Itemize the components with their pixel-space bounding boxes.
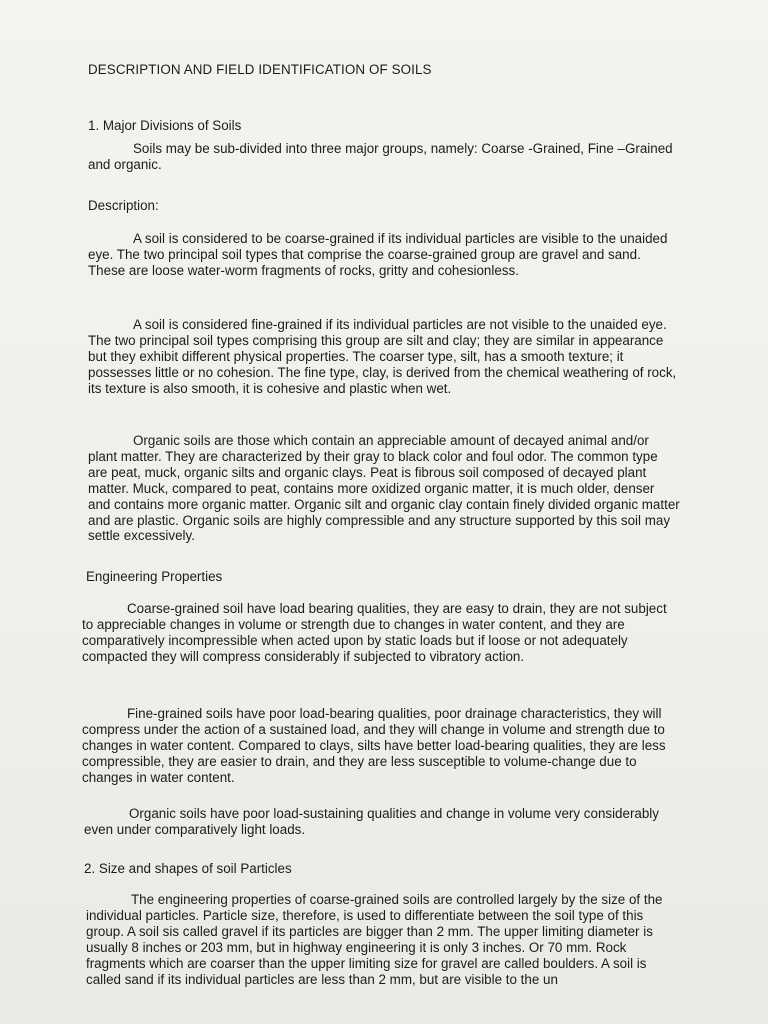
- section-heading-major-divisions: 1. Major Divisions of Soils: [88, 118, 242, 133]
- paragraph-text: A soil is considered fine-grained if its individual particles are not visible to the unaided eye. The two principal soil types comprising this group are silt and clay; they are similar in appearance but they exhibit different physical properties. The coarser type, silt, has a smooth texture; it possesses little or no cohesion. The fine type, clay, is derived from the chemical weathering of rock, its texture is also smooth, it is cohesive and plastic when wet.: [88, 317, 677, 396]
- paragraph-text: A soil is considered to be coarse-grained if its individual particles are visible to the unaided eye. The two principal soil types that comprise the coarse-grained group are gravel and sand. These are loose water-worm fragments of rocks, gritty and cohesionless.: [88, 231, 668, 278]
- paragraph-coarse-engineering: [82, 601, 678, 665]
- paragraph-fine-engineering: [82, 706, 678, 786]
- paragraph-major-divisions-intro: [88, 141, 680, 173]
- paragraph-organic-soils: [88, 433, 680, 544]
- paragraph-coarse-grained: [88, 231, 680, 279]
- paragraph-text: Coarse-grained soil have load bearing qualities, they are easy to drain, they are not subject to appreciable changes in volume or strength due to changes in water content, and they are comparatively incompressible when acted upon by static loads but if loose or not adequately compacted they will compress considerably if subjected to vibratory action.: [82, 601, 667, 664]
- paragraph-text: Soils may be sub-divided into three major groups, namely: Coarse -Grained, Fine –Grained and organic.: [88, 141, 673, 172]
- section-heading-description: Description:: [88, 198, 159, 213]
- section-heading-engineering-properties: Engineering Properties: [86, 569, 223, 584]
- document-title: DESCRIPTION AND FIELD IDENTIFICATION OF SOILS: [88, 62, 432, 77]
- paragraph-fine-grained: [88, 317, 680, 397]
- section-heading-size-and-shapes: 2. Size and shapes of soil Particles: [84, 861, 292, 876]
- paragraph-text: The engineering properties of coarse-grained soils are controlled largely by the size of the individual particles. Particle size, therefore, is used to differentiate between the soil type of this group. A soil sis called gravel if its particles are bigger than 2 mm. The upper limiting diameter is usually 8 inches or 203 mm, but in highway engineering it is only 3 inches. Or 70 mm. Rock fragments which are coarser than the upper limiting size for gravel are called boulders. A soil is called sand if its individual particles are less than 2 mm, but are visible to the un: [86, 892, 663, 987]
- paragraph-organic-engineering: [84, 806, 678, 838]
- paragraph-text: Fine-grained soils have poor load-bearing qualities, poor drainage characteristics, they will compress under the action of a sustained load, and they will change in volume and strength due to changes in water content. Compared to clays, silts have better load-bearing qualities, they are less compressible, they are easier to drain, and they are less susceptible to volume-change due to changes in water content.: [82, 706, 666, 785]
- paragraph-text: Organic soils have poor load-sustaining qualities and change in volume very considerably even under comparatively light loads.: [84, 806, 659, 837]
- paragraph-text: Organic soils are those which contain an appreciable amount of decayed animal and/or plant matter. They are characterized by their gray to black color and foul odor. The common type are peat, muck, organic silts and organic clays. Peat is fibrous soil composed of decayed plant matter. Muck, compared to peat, contains more oxidized organic matter, it is much older, denser and contains more organic matter. Organic silt and organic clay contain finely divided organic matter and are plastic. Organic soils are highly compressible and any structure supported by this soil may settle excessively.: [88, 433, 680, 544]
- paragraph-particle-size: [86, 892, 682, 987]
